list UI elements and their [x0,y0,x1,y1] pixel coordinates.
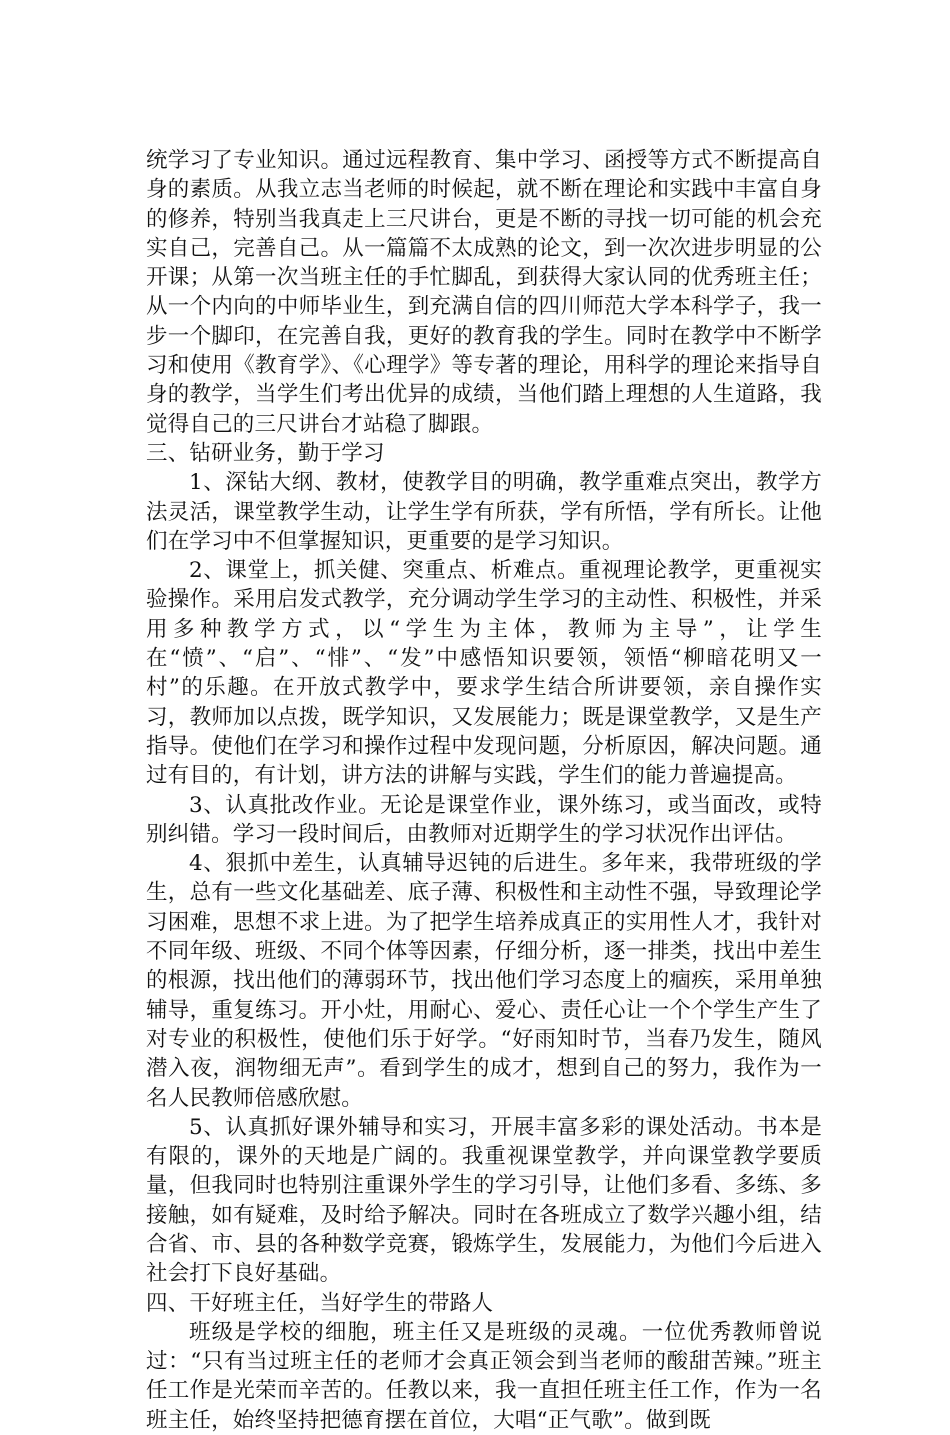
section-heading-4: 四、干好班主任，当好学生的带路人 [146,1290,494,1316]
paragraph-item-2: 2、课堂上，抓关健、突重点、析难点。重视理论教学，更重视实验操作。采用启发式教学，充分调动学生学习的主动性、积极性，并采用多种教学方式，以“学生为主体，教师为主导”，让学生在“愤”、“启”、“悱”、“发”中感悟知识要领，领悟“柳暗花明又一村”的乐趣。在开放式教学中，要求学生结合所讲要领，亲自操作实习，教师加以点拨，既学知识，又发展能力；既是课堂教学，又是生产指导。使他们在学习和操作过程中发现问题，分析原因，解决问题。通过有目的，有计划，讲方法的讲解与实践，学生们的能力普遍提高。 [146,558,822,789]
paragraph-intro-continuation: 统学习了专业知识。通过远程教育、集中学习、函授等方式不断提高自身的素质。从我立志当老师的时候起，就不断在理论和实践中丰富自身的修养，特别当我真走上三尺讲台，更是不断的寻找一切可能的机会充实自己，完善自己。从一篇篇不太成熟的论文，到一次次进步明显的公开课；从第一次当班主任的手忙脚乱，到获得大家认同的优秀班主任；从一个内向的中师毕业生，到充满自信的四川师范大学本科学子，我一步一个脚印，在完善自我，更好的教育我的学生。同时在教学中不断学习和使用《教育学》、《心理学》等专著的理论，用科学的理论来指导自身的教学，当学生们考出优异的成绩，当他们踏上理想的人生道路，我觉得自己的三尺讲台才站稳了脚跟。 [146,148,822,437]
paragraph-item-5: 5、认真抓好课外辅导和实习，开展丰富多彩的课处活动。书本是有限的，课外的天地是广阔的。我重视课堂教学，并向课堂教学要质量，但我同时也特别注重课外学生的学习引导，让他们多看、多练、多接触，如有疑难，及时给予解决。同时在各班成立了数学兴趣小组，结合省、市、县的各种数学竞赛，锻炼学生，发展能力，为他们今后进入社会打下良好基础。 [146,1114,822,1287]
document-page [146,146,822,1435]
paragraph-item-4: 4、狠抓中差生，认真辅导迟钝的后进生。多年来，我带班级的学生，总有一些文化基础差、底子薄、积极性和主动性不强，导致理论学习困难，思想不求上进。为了把学生培养成真正的实用性人才，我针对不同年级、班级、不同个体等因素，仔细分析，逐一排类，找出中差生的根源，找出他们的薄弱环节，找出他们学习态度上的痼疾，采用单独辅导，重复练习。开小灶，用耐心、爱心、责任心让一个个学生产生了对专业的积极性，使他们乐于好学。“好雨知时节，当春乃发生，随风潜入夜，润物细无声”。看到学生的成才，想到自己的努力，我作为一名人民教师倍感欣慰。 [146,851,822,1111]
paragraph-item-1: 1、深钻大纲、教材，使教学目的明确，教学重难点突出，教学方法灵活，课堂教学生动，让学生学有所获，学有所悟，学有所长。让他们在学习中不但掌握知识，更重要的是学习知识。 [146,470,822,554]
paragraph-item-3: 3、认真批改作业。无论是课堂作业，课外练习，或当面改，或特别纠错。学习一段时间后，由教师对近期学生的学习状况作出评估。 [146,792,822,847]
section-heading-3: 三、钻研业务，勤于学习 [146,440,385,466]
paragraph-class-teacher: 班级是学校的细胞，班主任又是班级的灵魂。一位优秀教师曾说过：“只有当过班主任的老师才会真正领会到当老师的酸甜苦辣。”班主任工作是光荣而辛苦的。任教以来，我一直担任班主任工作，作为一名班主任，始终坚持把德育摆在首位，大唱“正气歌”。做到既 [146,1319,822,1433]
